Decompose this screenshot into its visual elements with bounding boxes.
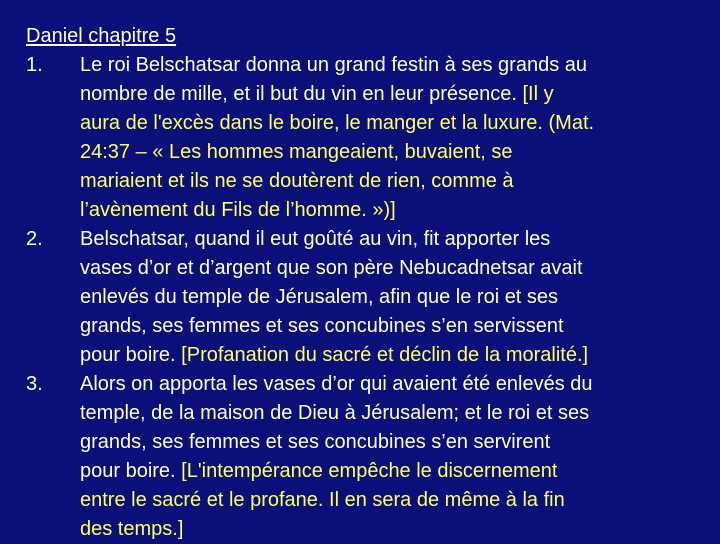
verse-line [80, 80, 700, 109]
commentary-text: [L'intempérance empêche le discernement [181, 460, 558, 482]
scripture-text: grands, ses femmes et ses concubines s’en servirent [80, 431, 551, 453]
verse-line [80, 138, 700, 167]
verse-number: 1. [26, 54, 43, 76]
commentary-text: des temps.] [80, 518, 184, 540]
commentary-text: aura de l'excès dans le boire, le manger et la luxure. (Mat. [80, 112, 595, 134]
verse-list [26, 51, 700, 544]
scripture-text: enlevés du temple de Jérusalem, afin que le roi et ses [80, 286, 559, 308]
slide-title: Daniel chapitre 5 [26, 25, 177, 47]
verse-line [80, 254, 700, 283]
verse-line [80, 51, 700, 80]
commentary-text: 24:37 – « Les hommes mangeaient, buvaient, se [80, 141, 513, 163]
verse-number: 2. [26, 228, 43, 250]
scripture-text: pour boire. [80, 460, 182, 482]
scripture-text: Belschatsar, quand il eut goûté au vin, fit apporter les [80, 228, 551, 250]
commentary-text: [Profanation du sacré et déclin de la moralité.] [181, 344, 589, 366]
scripture-text: nombre de mille, et il but du vin en leur présence. [80, 83, 523, 105]
verse-line [80, 196, 700, 225]
verse-line [80, 457, 700, 486]
scripture-text: grands, ses femmes et ses concubines s’en servissent [80, 315, 564, 337]
verse-item [26, 51, 700, 225]
commentary-text: l’avènement du Fils de l’homme. »)] [80, 199, 396, 221]
verse-line [80, 167, 700, 196]
verse-line [80, 312, 700, 341]
verse-line [80, 486, 700, 515]
verse-item [26, 225, 700, 370]
commentary-text: entre le sacré et le profane. Il en sera de même à la fin [80, 489, 565, 511]
verse-line [80, 370, 700, 399]
scripture-text: Le roi Belschatsar donna un grand festin à ses grands au [80, 54, 587, 76]
verse-number: 3. [26, 373, 43, 395]
scripture-text: Alors on apporta les vases d’or qui avaient été enlevés du [80, 373, 593, 395]
verse-line [80, 428, 700, 457]
verse-line [80, 225, 700, 254]
verse-line [80, 399, 700, 428]
scripture-text: vases d’or et d’argent que son père Nebucadnetsar avait [80, 257, 583, 279]
verse-item [26, 370, 700, 544]
scripture-text: temple, de la maison de Dieu à Jérusalem; et le roi et ses [80, 402, 590, 424]
verse-line [80, 109, 700, 138]
commentary-text: [Il y [522, 83, 554, 105]
scripture-text: pour boire. [80, 344, 182, 366]
verse-line [80, 341, 700, 370]
commentary-text: mariaient et ils ne se doutèrent de rien, comme à [80, 170, 514, 192]
verse-line [80, 283, 700, 312]
